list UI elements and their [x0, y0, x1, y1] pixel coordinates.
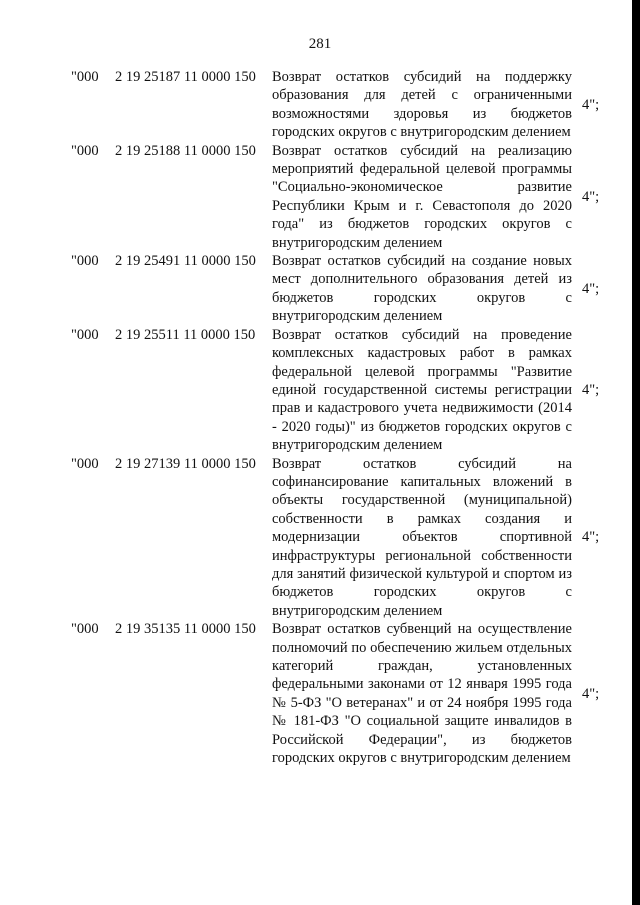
budget-code-row [71, 620, 611, 767]
budget-code-row [71, 252, 611, 326]
row-suffix: 4"; [582, 188, 600, 205]
row-suffix: 4"; [582, 280, 600, 297]
budget-code-row [71, 142, 611, 252]
row-suffix: 4"; [582, 381, 600, 398]
budget-classification-code: 2 19 25491 11 0000 150 [115, 253, 256, 270]
budget-classification-code: 2 19 27139 11 0000 150 [115, 455, 256, 472]
code-description: Возврат остатков субвенций на осуществление полномочий по обеспечению жильем отдельных категорий граждан, установленных федеральными законами от 12 января 1995 года № 5-ФЗ "О ветеранах" и от 24 ноября 1995 года № 181-ФЗ "О социальной защите инвалидов в Российской Федерации", из бюджетов городских округов с внутригородским делением [272, 621, 572, 767]
code-description: Возврат остатков субсидий на поддержку образования для детей с ограниченными возможностями здоровья из бюджетов городских округов с внутригородским делением [272, 69, 572, 141]
budget-code-row [71, 326, 611, 455]
budget-classification-code: 2 19 35135 11 0000 150 [115, 621, 256, 638]
row-prefix: "000 [71, 326, 99, 343]
code-description: Возврат остатков субсидий на софинансирование капитальных вложений в объекты государственной (муниципальной) собственности в рамках создания и модернизации объектов спортивной инфраструктуры региональной собственности для занятий физической культурой и спортом из бюджетов городских округов с внутригородским делением [272, 455, 572, 619]
page-edge-border [632, 0, 640, 905]
row-suffix: 4"; [582, 529, 600, 546]
row-suffix: 4"; [582, 96, 600, 113]
row-prefix: "000 [71, 69, 99, 85]
budget-classification-code: 2 19 25187 11 0000 150 [115, 69, 256, 85]
budget-classification-code: 2 19 25511 11 0000 150 [115, 326, 256, 343]
row-prefix: "000 [71, 455, 99, 472]
budget-classification-code: 2 19 25188 11 0000 150 [115, 142, 256, 159]
row-prefix: "000 [71, 142, 99, 159]
code-description: Возврат остатков субсидий на создание новых мест дополнительного образования детей из бюджетов городских округов с внутригородским делением [272, 253, 572, 325]
budget-code-row [71, 68, 611, 142]
page-number: 281 [308, 36, 332, 52]
budget-code-row [71, 455, 611, 621]
code-description: Возврат остатков субсидий на проведение комплексных кадастровых работ в рамках федеральной целевой программы "Развитие единой государственной системы регистрации прав и кадастрового учета недвижимости (2014 - 2020 годы)" из бюджетов городских округов с внутригородским делением [272, 326, 572, 454]
row-suffix: 4"; [582, 685, 600, 702]
code-description: Возврат остатков субсидий на реализацию мероприятий федеральной целевой программы "Социально-экономическое развитие Республики Крым и г. Севастополя до 2020 года" из бюджетов городских округов с внутригородским делением [272, 142, 572, 251]
row-prefix: "000 [71, 253, 99, 270]
budget-code-list [71, 68, 611, 767]
row-prefix: "000 [71, 621, 99, 638]
